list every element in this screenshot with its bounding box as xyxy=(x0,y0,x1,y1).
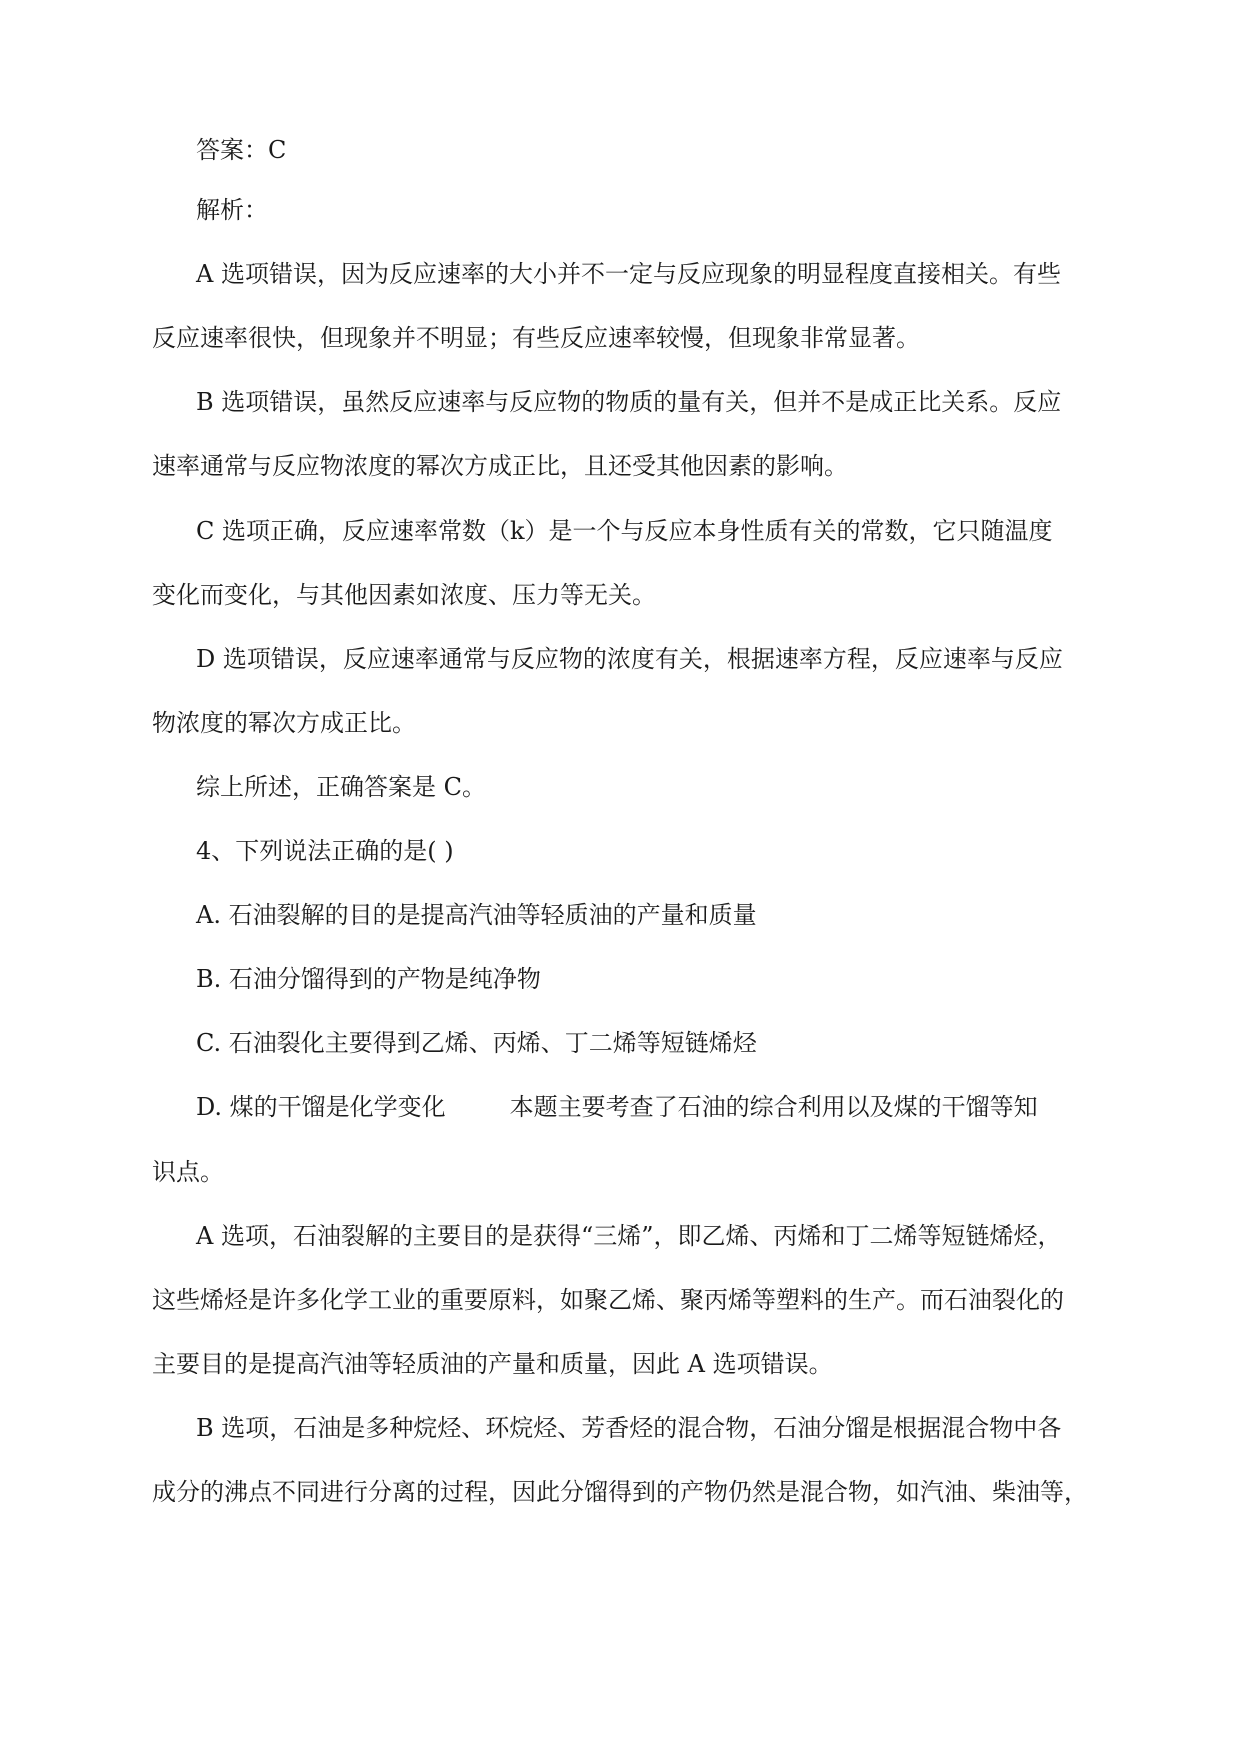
q3-option-d-line2: 物浓度的幂次方成正比。 xyxy=(152,709,416,737)
q3-option-c-line1: C 选项正确，反应速率常数（k）是一个与反应本身性质有关的常数，它只随温度 xyxy=(196,517,1053,545)
q3-option-c-line2: 变化而变化，与其他因素如浓度、压力等无关。 xyxy=(152,581,656,609)
q4-choice-d-row xyxy=(196,1091,1038,1123)
q3-option-b-line1: B 选项错误，虽然反应速率与反应物的物质的量有关，但并不是成正比关系。反应 xyxy=(196,388,1062,416)
q4-choice-b: B. 石油分馏得到的产物是纯净物 xyxy=(196,965,541,993)
q3-summary: 综上所述，正确答案是 C。 xyxy=(196,773,486,801)
q4-choice-a: A. 石油裂解的目的是提高汽油等轻质油的产量和质量 xyxy=(196,901,757,929)
q4-explain-b-line1: B 选项，石油是多种烷烃、环烷烃、芳香烃的混合物，石油分馏是根据混合物中各 xyxy=(196,1414,1062,1442)
q3-option-a-line2: 反应速率很快，但现象并不明显；有些反应速率较慢，但现象非常显著。 xyxy=(152,324,920,352)
q3-option-d-line1: D 选项错误，反应速率通常与反应物的浓度有关，根据速率方程，反应速率与反应 xyxy=(196,645,1063,673)
q4-explain-a-line2: 这些烯烃是许多化学工业的重要原料，如聚乙烯、聚丙烯等塑料的生产。而石油裂化的 xyxy=(152,1286,1064,1314)
q4-explain-b-line2: 成分的沸点不同进行分离的过程，因此分馏得到的产物仍然是混合物，如汽油、柴油等， xyxy=(152,1478,1088,1506)
q4-choice-d: D. 煤的干馏是化学变化 xyxy=(196,1093,446,1121)
q4-stem: 4、下列说法正确的是( ) xyxy=(196,837,454,865)
q3-option-a-line1: A 选项错误，因为反应速率的大小并不一定与反应现象的明显程度直接相关。有些 xyxy=(196,260,1061,288)
q4-explain-a-line1: A 选项，石油裂解的主要目的是获得“三烯”，即乙烯、丙烯和丁二烯等短链烯烃， xyxy=(196,1222,1062,1250)
q4-explain-a-line3: 主要目的是提高汽油等轻质油的产量和质量，因此 A 选项错误。 xyxy=(152,1350,833,1378)
answer-line: 答案：C xyxy=(196,136,287,164)
analysis-label: 解析： xyxy=(196,196,268,224)
q4-intro-cont: 识点。 xyxy=(152,1158,224,1186)
q3-option-b-line2: 速率通常与反应物浓度的幂次方成正比，且还受其他因素的影响。 xyxy=(152,452,848,480)
q4-choice-c: C. 石油裂化主要得到乙烯、丙烯、丁二烯等短链烯烃 xyxy=(196,1029,757,1057)
q4-intro-inline: 本题主要考查了石油的综合利用以及煤的干馏等知 xyxy=(509,1093,1038,1121)
